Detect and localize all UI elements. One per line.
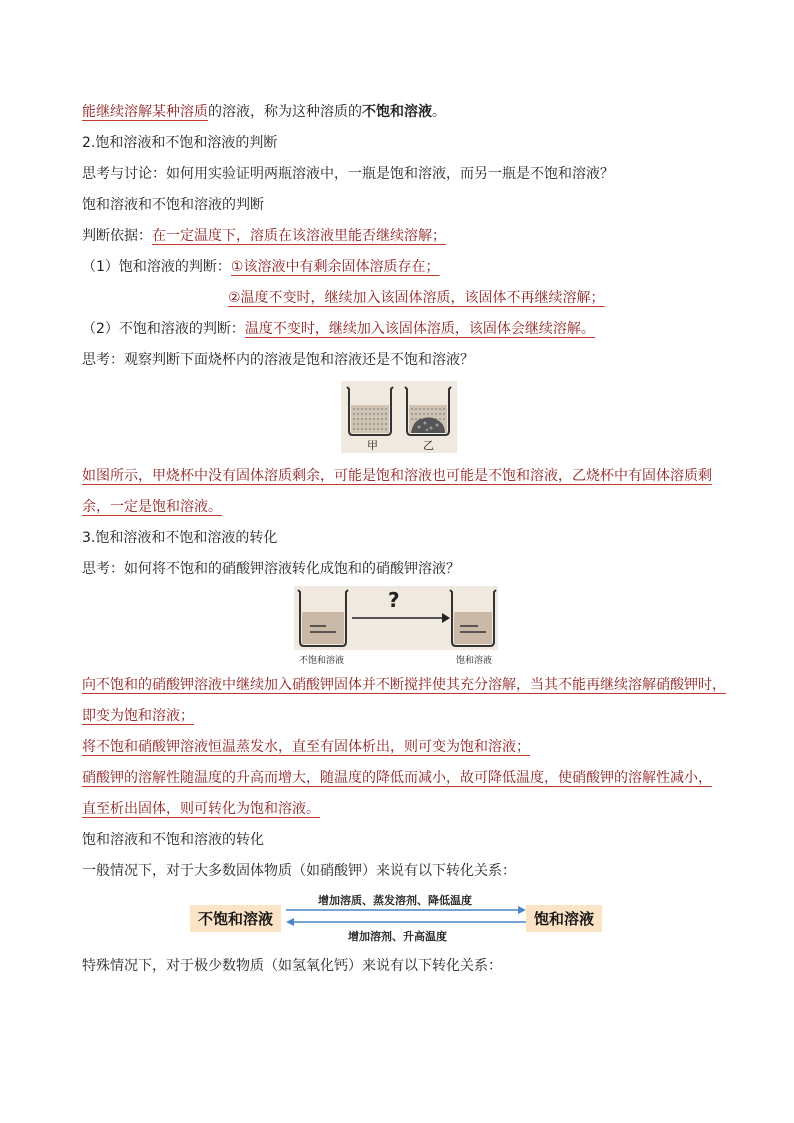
question-mark: ? <box>388 588 400 612</box>
conversion-figure <box>294 586 498 666</box>
answer-text: 直至析出固体，则可转化为饱和溶液。 <box>82 801 320 817</box>
text-segment: 的溶液，称为这种溶质的 <box>208 104 362 120</box>
conversion-diagram <box>190 888 610 944</box>
bold-term: 不饱和溶液 <box>362 104 432 120</box>
answer-line-16 <box>82 737 530 757</box>
answer-text: 温度不变时，继续加入该固体溶质，该固体会继续溶解。 <box>244 321 595 337</box>
beaker-label-yi: 乙 <box>423 439 434 452</box>
answer-text: ②温度不变时，继续加入该固体溶质，该固体不再继续溶解； <box>228 290 605 306</box>
answer-line-11 <box>82 497 222 517</box>
label-text: （1）饱和溶液的判断： <box>82 259 231 275</box>
answer-text: 在一定温度下，溶质在该溶液里能否继续溶解； <box>152 228 446 244</box>
text-line-8 <box>82 319 595 339</box>
beakers-illustration <box>341 381 457 453</box>
text-line-6 <box>82 257 439 277</box>
answer-text: ①该溶液中有剩余固体溶质存在； <box>230 259 440 275</box>
special-case-text: 特殊情况下，对于极少数物质（如氢氧化钙）来说有以下转化关系： <box>82 958 502 974</box>
unsaturated-box: 不饱和溶液 <box>190 905 281 932</box>
answer-text: 能继续溶解某种溶质 <box>82 104 208 120</box>
sub-heading-conversion: 饱和溶液和不饱和溶液的转化 <box>82 832 264 848</box>
beaker-label-jia: 甲 <box>367 439 378 452</box>
saturated-box: 饱和溶液 <box>526 905 602 932</box>
text-line-5 <box>82 226 446 246</box>
think-question-1: 思考：观察判断下面烧杯内的溶液是饱和溶液还是不饱和溶液？ <box>82 352 474 368</box>
forward-conditions: 增加溶质、蒸发溶剂、降低温度 <box>318 894 472 907</box>
section-heading-3: 3.饱和溶液和不饱和溶液的转化 <box>82 530 278 546</box>
answer-line-10 <box>82 466 712 486</box>
answer-text: 即变为饱和溶液； <box>82 708 194 724</box>
label-text: （2）不饱和溶液的判断： <box>82 321 245 337</box>
label-saturated: 饱和溶液 <box>456 656 493 666</box>
label-unsaturated: 不饱和溶液 <box>299 656 345 666</box>
answer-line-15 <box>82 706 194 726</box>
text-line-7 <box>228 288 605 308</box>
answer-line-14 <box>82 675 726 695</box>
answer-text: 将不饱和硝酸钾溶液恒温蒸发水，直至有固体析出，则可变为饱和溶液； <box>82 739 530 755</box>
text-line-1 <box>82 102 446 122</box>
answer-line-18 <box>82 799 320 819</box>
answer-text: 如图所示，甲烧杯中没有固体溶质剩余，可能是饱和溶液也可能是不饱和溶液，乙烧杯中有固体溶质剩 <box>82 468 712 484</box>
answer-text: 余，一定是饱和溶液。 <box>82 499 222 515</box>
section-heading-2: 2.饱和溶液和不饱和溶液的判断 <box>82 135 278 151</box>
discussion-question: 思考与讨论：如何用实验证明两瓶溶液中，一瓶是饱和溶液，而另一瓶是不饱和溶液？ <box>82 166 614 182</box>
reverse-conditions: 增加溶剂、升高温度 <box>348 930 447 943</box>
general-case-text: 一般情况下，对于大多数固体物质（如硝酸钾）来说有以下转化关系： <box>82 863 516 879</box>
think-question-2: 思考：如何将不饱和的硝酸钾溶液转化成饱和的硝酸钾溶液？ <box>82 561 460 577</box>
answer-text: 向不饱和的硝酸钾溶液中继续加入硝酸钾固体并不断搅拌使其充分溶解，当其不能再继续溶解硝酸钾时， <box>82 677 726 693</box>
answer-line-17 <box>82 768 712 788</box>
label-text: 判断依据： <box>82 228 152 244</box>
beaker-figure <box>341 381 457 453</box>
text-segment: 。 <box>432 104 446 120</box>
sub-heading: 饱和溶液和不饱和溶液的判断 <box>82 197 264 213</box>
answer-text: 硝酸钾的溶解性随温度的升高而增大，随温度的降低而减小，故可降低温度，使硝酸钾的溶解性减小， <box>82 770 712 786</box>
